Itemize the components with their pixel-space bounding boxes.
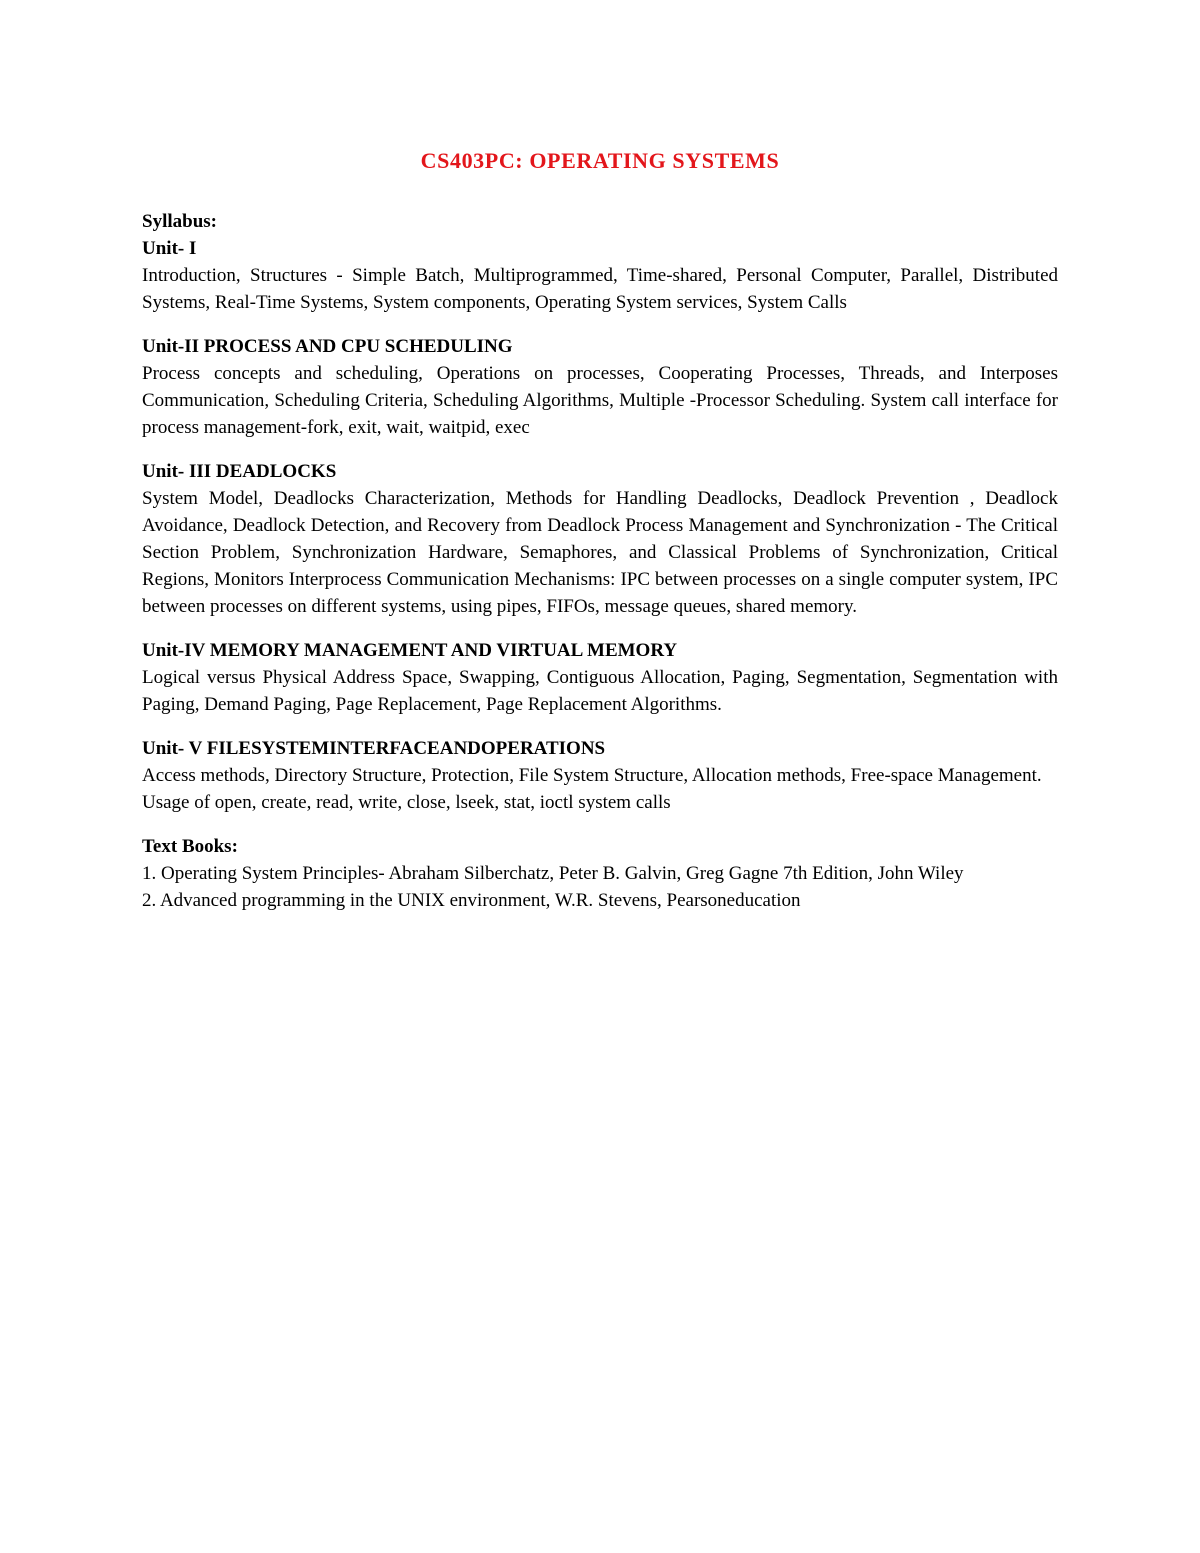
text-books-heading: Text Books: xyxy=(142,836,238,857)
unit-3-heading: Unit- III DEADLOCKS xyxy=(142,461,337,482)
unit-4-text: Logical versus Physical Address Space, Swapping, Contiguous Allocation, Paging, Segmentation, Segmentation with Paging, Demand Paging, Page Replacement, Page Replacement Algorithms. xyxy=(142,667,1058,715)
unit-1-section xyxy=(142,235,1058,316)
unit-4-section xyxy=(142,637,1058,718)
text-books-section xyxy=(142,833,1058,914)
syllabus-label: Syllabus: xyxy=(142,211,217,232)
unit-3-text: System Model, Deadlocks Characterization, Methods for Handling Deadlocks, Deadlock Prevention , Deadlock Avoidance, Deadlock Detection, and Recovery from Deadlock Process Management and Synchronization - The Critical Section Problem, Synchronization Hardware, Semaphores, and Classical Problems of Synchronization, Critical Regions, Monitors Interprocess Communication Mechanisms: IPC between processes on a single computer system, IPC between processes on different systems, using pipes, FIFOs, message queues, shared memory. xyxy=(142,488,1058,617)
unit-5-heading: Unit- V FILESYSTEMINTERFACEANDOPERATIONS xyxy=(142,738,606,759)
document-title: CS403PC: OPERATING SYSTEMS xyxy=(420,148,780,173)
unit-2-heading: Unit-II PROCESS AND CPU SCHEDULING xyxy=(142,336,513,357)
document-body xyxy=(142,146,1058,914)
unit-4-heading: Unit-IV MEMORY MANAGEMENT AND VIRTUAL MEMORY xyxy=(142,640,678,661)
unit-1-text: Introduction, Structures - Simple Batch, Multiprogrammed, Time-shared, Personal Computer, Parallel, Distributed Systems, Real-Time Systems, System components, Operating System services, System Calls xyxy=(142,265,1058,313)
unit-5-section xyxy=(142,735,1058,816)
unit-2-section xyxy=(142,333,1058,441)
unit-2-text: Process concepts and scheduling, Operations on processes, Cooperating Processes, Threads, and Interposes Communication, Scheduling Criteria, Scheduling Algorithms, Multiple -Processor Scheduling. System call interface for process management-fork, exit, wait, waitpid, exec xyxy=(142,363,1058,438)
unit-5-text: Access methods, Directory Structure, Protection, File System Structure, Allocation methods, Free-space Management. Usage of open, create, read, write, close, lseek, stat, ioctl system calls xyxy=(142,765,1042,813)
text-book-item: 1. Operating System Principles- Abraham Silberchatz, Peter B. Galvin, Greg Gagne 7th Edition, John Wiley xyxy=(142,863,964,884)
text-book-item: 2. Advanced programming in the UNIX environment, W.R. Stevens, Pearsoneducation xyxy=(142,890,801,911)
unit-1-heading: Unit- I xyxy=(142,238,197,259)
unit-3-section xyxy=(142,458,1058,620)
